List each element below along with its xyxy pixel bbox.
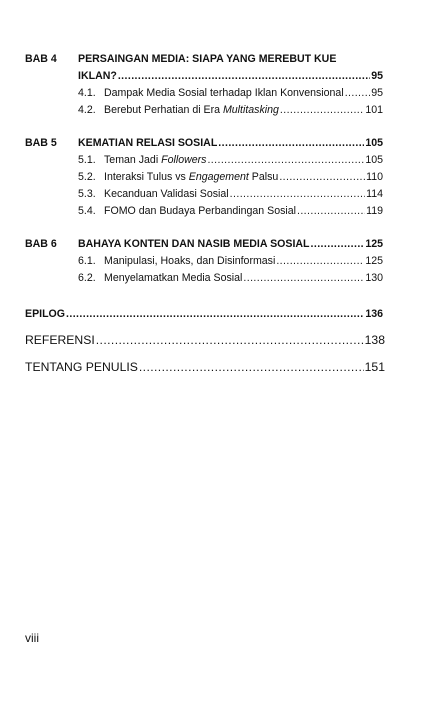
section-entry[interactable] bbox=[78, 152, 383, 169]
dot-leader bbox=[118, 68, 370, 85]
page-number: 151 bbox=[364, 360, 385, 374]
section-number: 4.1. bbox=[78, 87, 96, 99]
page-number: 138 bbox=[364, 333, 385, 347]
section-number: 4.2. bbox=[78, 104, 96, 116]
chapter-number: BAB 5 bbox=[25, 137, 57, 149]
chapter-title-entry[interactable]: BAHAYA KONTEN DAN NASIB MEDIA SOSIAL ..... 125 bbox=[78, 236, 383, 253]
section-entry[interactable] bbox=[78, 85, 383, 102]
section-number: 5.3. bbox=[78, 188, 96, 200]
section-entry[interactable] bbox=[78, 186, 383, 203]
dot-leader bbox=[279, 169, 365, 186]
page-number: 101 bbox=[365, 104, 383, 116]
page-number: 105 bbox=[365, 154, 383, 166]
entry-title: REFERENSI bbox=[25, 333, 95, 347]
page-number: 130 bbox=[365, 272, 383, 284]
section-entry[interactable] bbox=[78, 102, 383, 119]
chapter-number: BAB 6 bbox=[25, 238, 57, 250]
section-title: FOMO dan Budaya Perbandingan Sosial bbox=[104, 205, 296, 217]
dot-leader bbox=[207, 152, 364, 169]
chapter-6 bbox=[25, 236, 383, 287]
page-number: 105 bbox=[365, 137, 383, 149]
page-number: 125 bbox=[365, 238, 383, 250]
dot-leader bbox=[66, 303, 364, 320]
chapter-4 bbox=[25, 51, 383, 119]
referensi-entry[interactable] bbox=[25, 328, 385, 347]
dot-leader bbox=[345, 85, 371, 102]
section-number: 5.1. bbox=[78, 154, 96, 166]
chapter-title: PERSAINGAN MEDIA: SIAPA YANG MEREBUT KUE bbox=[78, 53, 337, 65]
tentang-penulis-entry[interactable] bbox=[25, 355, 385, 374]
folio-page-number: viii bbox=[25, 631, 39, 645]
dot-leader bbox=[139, 357, 364, 374]
entry-title: TENTANG PENULIS bbox=[25, 360, 138, 374]
section-entry[interactable] bbox=[78, 253, 383, 270]
section-number: 6.1. bbox=[78, 255, 96, 267]
dot-leader bbox=[243, 270, 364, 287]
page-number: 125 bbox=[365, 255, 383, 267]
dot-leader bbox=[218, 135, 364, 152]
section-title: Menyelamatkan Media Sosial bbox=[104, 272, 243, 284]
section-number: 5.4. bbox=[78, 205, 96, 217]
chapter-title-entry[interactable]: KEMATIAN RELASI SOSIAL ..... 105 bbox=[78, 135, 383, 152]
page-number: 95 bbox=[371, 87, 383, 99]
section-title: Manipulasi, Hoaks, dan Disinformasi bbox=[104, 255, 276, 267]
dot-leader bbox=[230, 186, 365, 203]
entry-title: EPILOG bbox=[25, 308, 66, 320]
page-number: 114 bbox=[366, 188, 383, 200]
section-title: Kecanduan Validasi Sosial bbox=[104, 188, 229, 200]
dot-leader bbox=[311, 236, 365, 253]
dot-leader bbox=[297, 203, 365, 220]
section-number: 5.2. bbox=[78, 171, 96, 183]
section-title: Berebut Perhatian di Era Multitasking bbox=[104, 104, 279, 116]
section-title: Teman Jadi Followers bbox=[104, 154, 207, 166]
section-number: 6.2. bbox=[78, 272, 96, 284]
chapter-title-entry[interactable]: IKLAN? ..... 95 bbox=[78, 68, 383, 85]
page-number: 136 bbox=[365, 308, 383, 320]
dot-leader bbox=[280, 102, 364, 119]
chapter-number: BAB 4 bbox=[25, 53, 57, 65]
section-entry[interactable] bbox=[78, 169, 383, 186]
dot-leader bbox=[96, 330, 364, 347]
page-number: 110 bbox=[366, 171, 383, 183]
epilog-entry[interactable] bbox=[25, 303, 383, 320]
chapter-5 bbox=[25, 135, 383, 220]
section-title: Dampak Media Sosial terhadap Iklan Konvensional bbox=[104, 87, 344, 99]
page-number: 119 bbox=[366, 205, 383, 217]
page-number: 95 bbox=[371, 70, 383, 82]
section-entry[interactable] bbox=[78, 203, 383, 220]
dot-leader bbox=[276, 253, 364, 270]
section-title: Interaksi Tulus vs Engagement Palsu bbox=[104, 171, 279, 183]
section-entry[interactable] bbox=[78, 270, 383, 287]
